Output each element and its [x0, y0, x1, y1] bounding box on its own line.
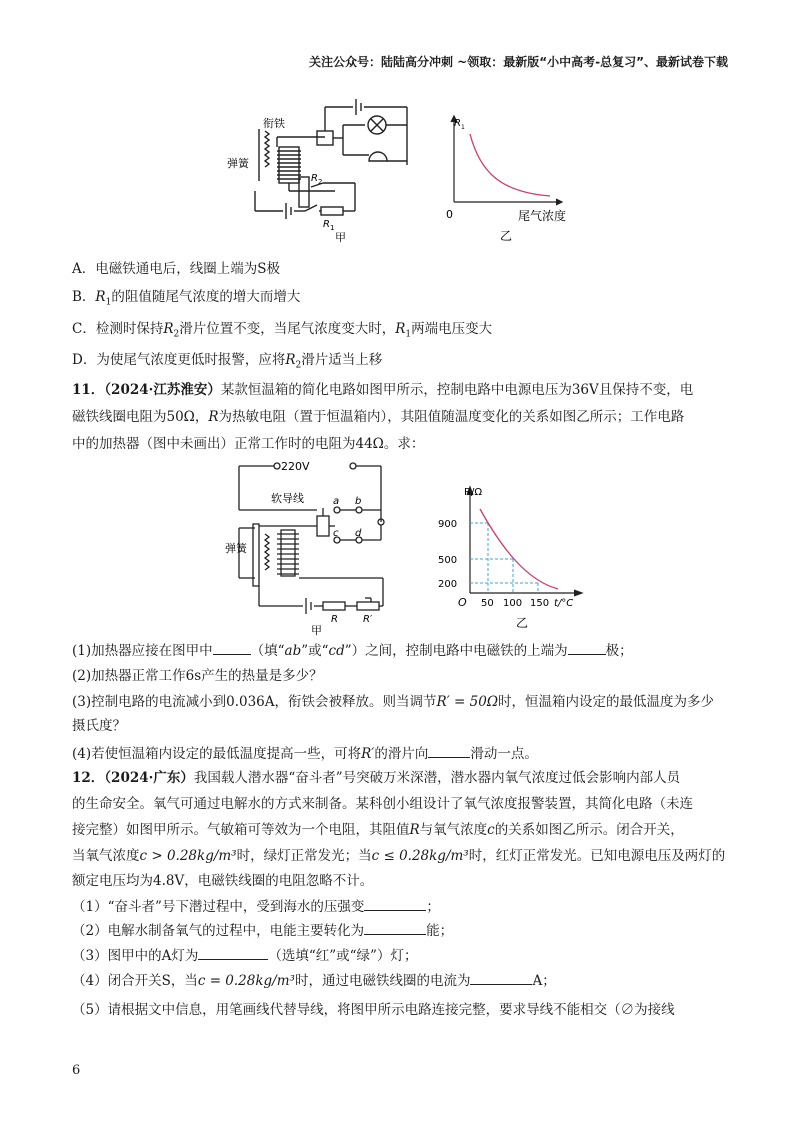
fig11-contact-b: b — [355, 496, 362, 507]
q12-blank-3[interactable] — [198, 945, 268, 960]
graph11-xtick-50: 50 — [481, 598, 494, 609]
q11-blank-2[interactable] — [568, 640, 606, 655]
graph11-ytick-200: 200 — [438, 579, 458, 590]
figure-11-graph — [430, 485, 590, 633]
fig11-rprime-label: R′ — [363, 614, 373, 625]
q11-line-3: 中的加热器（图中未画出）正常工作时的电阻为44Ω。求： — [72, 436, 425, 452]
graph11-ytick-500: 500 — [438, 555, 458, 566]
figure-10-graph — [440, 112, 590, 242]
q11-blank-3[interactable] — [428, 743, 470, 758]
q10-option-b: B．$R_1$的阻值随尾气浓度的增大而增大 — [72, 289, 301, 308]
fig11-contact-a: a — [333, 496, 340, 507]
graph10-ylabel-sub: 1 — [461, 124, 465, 131]
q11-part-1: (1)加热器应接在图甲中 （填“ab”或“cd”）之间，控制电路中电磁铁的上端为 极； — [72, 640, 633, 661]
label-spring: 弹簧 — [227, 157, 249, 170]
q11-part-2: (2)加热器正常工作6s产生的热量是多少？ — [72, 668, 323, 684]
fig11-contact-d: d — [355, 528, 362, 539]
graph10-caption: 乙 — [500, 229, 513, 242]
page-number: 6 — [72, 1063, 81, 1078]
q12-line-5: 额定电压均为4.8V，电磁铁线圈的电阻忽略不计。 — [72, 873, 374, 889]
q12-part-5: （5）请根据文中信息，用笔画线代替导线，将图甲所示电路连接完整，要求导线不能相交（∅为接线 — [72, 1002, 675, 1018]
q10-option-d: D．为使尾气浓度更低时报警，应将$R_2$滑片适当上移 — [72, 352, 383, 371]
fig11-voltage-label: 220V — [281, 460, 310, 473]
q11-line-1: 11．（2024·江苏淮安）某款恒温箱的简化电路如图甲所示，控制电路中电源电压为36V且保持不变，电 — [72, 382, 694, 398]
graph11-origin: O — [458, 596, 467, 609]
q12-blank-4[interactable] — [470, 970, 532, 985]
graph10-ylabel: R — [454, 118, 461, 129]
q11-blank-1[interactable] — [213, 640, 251, 655]
fig11-caption: 甲 — [311, 624, 322, 636]
label-armature: 衔铁 — [263, 117, 285, 130]
q12-line-3: 接完整）如图甲所示。气敏箱可等效为一个电阻，其阻值R与氧气浓度c的关系如图乙所示。闭合开关， — [72, 822, 684, 838]
graph10-origin: 0 — [446, 208, 453, 221]
figure-11-circuit — [225, 458, 405, 636]
q10-option-a: A．电磁铁通电后，线圈上端为S极 — [72, 261, 280, 277]
label-r1: R — [323, 219, 330, 230]
q11-part-3-cont: 摄氏度？ — [72, 718, 126, 734]
graph11-ylabel: R/Ω — [464, 487, 482, 498]
q12-line-1: 12．（2024·广东）我国载人潜水器“奋斗者”号突破万米深潜，潜水器内氧气浓度过低会影响内部人员 — [72, 770, 681, 786]
q12-blank-1[interactable] — [364, 896, 426, 911]
fig11-wire-label: 软导线 — [271, 492, 304, 505]
q11-line-2: 磁铁线圈电阻为50Ω，R为热敏电阻（置于恒温箱内），其阻值随温度变化的关系如图乙所示；工作电路 — [72, 409, 685, 425]
r1-concentration-curve — [470, 134, 550, 196]
graph10-xlabel: 尾气浓度 — [518, 209, 567, 223]
label-r2: R — [311, 173, 318, 184]
label-r2-sub: 2 — [318, 178, 323, 186]
graph11-xlabel: t/°C — [554, 598, 574, 609]
label-r1-sub: 1 — [330, 224, 335, 232]
rt-temperature-curve — [480, 509, 558, 589]
figure-10-caption-a: 甲 — [335, 231, 346, 244]
graph11-xtick-100: 100 — [503, 598, 523, 609]
q12-part-3: （3）图甲中的A灯为 （选填“红”或“绿”）灯； — [72, 945, 417, 966]
q12-part-4: （4）闭合开关S，当c = 0.28kg/m³时，通过电磁铁线圈的电流为 A； — [72, 970, 556, 991]
q12-part-2: （2）电解水制备氧气的过程中，电能主要转化为 能； — [72, 920, 453, 941]
figure-10-circuit — [225, 95, 415, 245]
q12-line-2: 的生命安全。氧气可通过电解水的方式来制备。某科创小组设计了氧气浓度报警装置，其简化电路（未连 — [72, 796, 693, 812]
graph11-xtick-150: 150 — [530, 598, 550, 609]
fig11-r-label: R — [331, 614, 338, 625]
q11-part-4: (4)若使恒温箱内设定的最低温度提高一些，可将R′的滑片向 滑动一点。 — [72, 743, 538, 764]
fig11-contact-c: c — [333, 528, 339, 539]
fig11-spring-label: 弹簧 — [225, 542, 247, 555]
q11-part-3: (3)控制电路的电流减小到0.036A，衔铁会被释放。则当调节R′ = 50Ω时，恒温箱内设定的最低温度为多少 — [72, 694, 715, 710]
q10-option-c: C．检测时保持$R_2$滑片位置不变，当尾气浓度变大时，$R_1$两端电压变大 — [72, 321, 493, 340]
q12-line-4: 当氧气浓度c > 0.28kg/m³时，绿灯正常发光；当c ≤ 0.28kg/m³时，红灯正常发光。已知电源电压及两灯的 — [72, 848, 726, 864]
page-header: 关注公众号：陆陆高分冲刺 ~领取：最新版“小中高考-总复习”、最新试卷下载 — [309, 55, 728, 69]
q12-blank-2[interactable] — [364, 920, 426, 935]
graph11-caption: 乙 — [516, 616, 529, 630]
q12-part-1: （1）“奋斗者”号下潜过程中，受到海水的压强变 ； — [72, 896, 440, 917]
graph11-ytick-900: 900 — [438, 519, 458, 530]
